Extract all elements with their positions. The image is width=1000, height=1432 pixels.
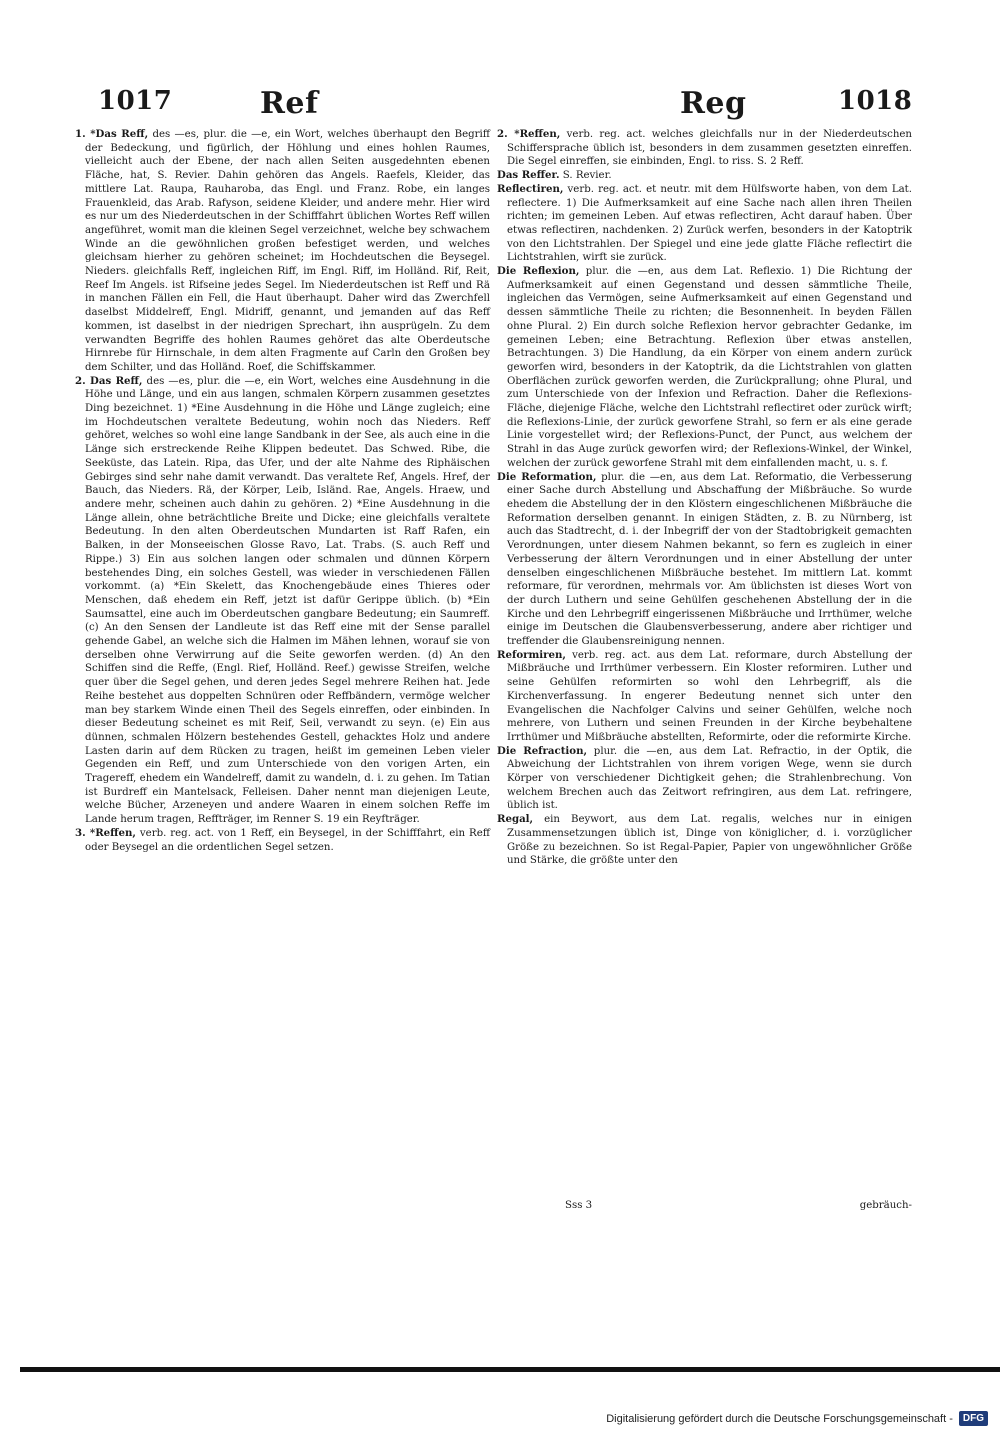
catchword: gebräuch- (859, 1200, 912, 1211)
entry-text: ein Beywort, aus dem Lat. regalis, welches nur in einigen Zusammensetzungen üblich ist, Dinge von königlicher, d. i. vorzüglicher Größe zu bezeichnen. So ist Regal-Papier, Papier von ungewöhnlicher Größe und Stärke, die größte unter den (507, 814, 912, 867)
entry-text: des —es, plur. die —e, ein Wort, welches eine Ausdehnung in die Höhe und Länge, und ein aus langen, schmalen Körpern zusammen gesetztes Ding bezeichnet. 1) *Eine Ausdehnung in die Höhe und Länge zugleich; eine im Hochdeutschen veraltete Bedeutung, wohin noch das Nieders. Reff gehöret, welches so wohl eine lange Sandbank in der See, als auch eine in die Länge sich erstreckende Reihe Klippen bedeutet. Das Schwed. Ribe, die Seeküste, das Latein. Ripa, das Ufer, und der alte Nahme des Riphäischen Gebirges sind sehr nahe damit verwandt. Das veraltete Ref, Angels. Href, der Bauch, das Nieders. Rä, der Körper, Leib, Isländ. Rae, Angels. Hraew, und andere mehr, scheinen auch dahin zu gehören. 2) *Eine Ausdehnung in die Länge allein, ohne beträchtliche Breite und Dicke; eine gleichfalls veraltete Bedeutung. In den alten Oberdeutschen Mundarten ist Raff Rafen, ein Balken, in der Monseeischen Glosse Ravo, Lat. Trabs. (S. auch Reff und Rippe.) 3) Ein aus solchen langen oder schmalen und dünnen Körpern bestehendes Ding, ein solches Gestell, was wieder in verschiedenen Fällen vorkommt. (a) *Ein Skelett, das Knochengebäude eines Thieres oder Menschen, daß ehedem ein Reff, jetzt ist dafür Gerippe üblich. (b) *Ein Saumsattel, eine auch im Oberdeutschen gangbare Bedeutung; ein Saumreff. (c) An den Sensen der Landleute ist das Reff eine mit der Sense parallel gehende Gabel, an welche sich die Halmen im Mähen lehnen, worauf sie von derselben ohne Verwirrung auf die Seite geworfen werden. (d) An den Schiffen sind die Reffe, (Engl. Rief, Holländ. Reef.) gewisse Streifen, welche quer über die Segel gehen, und deren jedes Segel mehrere Reihen hat. Jede Reihe bestehet aus doppelten Schnüren oder Reffbändern, vermöge welcher man bey starkem Winde einen Theil des Segels einreffen, oder einbinden. In dieser Bedeutung scheinet es mit Reif, Seil, verwandt zu seyn. (e) Ein aus dünnen, schmalen Hölzern bestehendes Gestell, gehacktes Holz und andere Lasten darin auf dem Rücken zu tragen, heißt im gemeinen Leben vieler Gegenden ein Reff, und zum Unterschiede von den vorigen Arten, ein Tragereff, ehedem ein Wandelreff, damit zu wandeln, d. i. zu gehen. Im Tatian ist Burdreff ein Mantelsack, Felleisen. Daher nennt man diejenigen Leute, welche Bücher, Arzeneyen und andere Waaren in einem solchen Reffe im Lande herum tragen, Reffträger, im Renner S. 19 ein Reyfträger. (85, 375, 490, 826)
entry-lemma: Regal, (497, 813, 534, 826)
entry-text: des —es, plur. die —e, ein Wort, welches überhaupt den Begriff der Bedeckung, und figürlich, der Höhlung und eines hohlen Raumes, vielleicht auch der Ebene, der nach allen Seiten ausgedehnten ebenen Fläche, hat, S. Revier. Dahin gehören das Angels. Raefels, Kleider, das mittlere Lat. Raupa, Rauharoba, das Engl. und Franz. Robe, ein langes Frauenkleid, das Arab. Rafyson, seidene Kleider, und andere mehr. Hier wird es nur um des Niederdeutschen in der Schifffahrt üblichen Wortes Reff willen angeführet, womit man die kleinen Segel verzeichnet, welche bey schwachem Winde an die gewöhnlichen großen befestiget werden, und welches gleichsam hierher zu gehören scheinet; im Hochdeutschen die Beysegel. Nieders. gleichfalls Reff, ingleichen Riff, im Engl. Riff, im Holländ. Rif, Reit, Reef Im Angels. ist Rifseine jedes Segel. Im Niederdeutschen ist Reff und Rä in manchen Fällen ein Fell, die Haut überhaupt. Daher wird das Zwerchfell daselbst Middelreff, Engl. Midriff, genannt, und jemanden auf das Reff kommen, ist daselbst in der niedrigen Sprechart, ihn ausprügeln. Zu dem verwandten Begriffe des hohlen Raumes gehöret das alte Oberdeutsche Hirnrebe für Hirnschale, in dem alten Fragmente auf Carln den Großen bey dem Schilter, und das Holländ. Roef, die Schiffskammer. (85, 129, 490, 373)
entry-lemma: Die Reformation, (497, 470, 597, 483)
dfg-logo: DFG (959, 1411, 988, 1426)
entry-text: verb. reg. act. von 1 Reff, ein Beysegel, in der Schifffahrt, ein Reff oder Beysegel an die ordentlichen Segel setzen. (85, 827, 490, 853)
entry-refraction (497, 745, 912, 814)
digitization-credit (606, 1411, 988, 1426)
page-header (70, 80, 913, 130)
credit-text: Digitalisierung gefördert durch die Deutsche Forschungsgemeinschaft - (606, 1412, 953, 1425)
entry-lemma: 3. *Reffen, (75, 826, 136, 839)
entry-regal (497, 813, 912, 868)
entry-text: plur. die —en, aus dem Lat. Reflexio. 1) Die Richtung der Aufmerksamkeit auf einen Gegenstand und dessen sämmtliche Theile, ingleichen das Vermögen, seine Aufmerksamkeit auf einen Gegenstand und dessen sämmtliche Theile zu richten; die Besonnenheit. In beyden Fällen ohne Plural. 2) Ein durch solche Reflexion hervor gebrachter Gedanke, im gemeinen Leben; eine Betrachtung. Reflexion über etwas anstellen, Betrachtungen. 3) Die Handlung, da ein Körper von einem andern zurück geworfen wird, besonders in der Katoptrik, da die Lichtstrahlen von glatten Oberflächen zurück geworfen werden, die Zurückprallung; ohne Plural, und zum Unterschiede von der Infexion und Refraction. Daher die Reflexions-Fläche, diejenige Fläche, welche den Lichtstrahl reflectiret oder zurück wirft; die Reflexions-Linie, der zurück geworfene Strahl, so fern er als eine gerade Linie vorgestellet wird; der Reflexions-Punct, der Punct, aus welchem der Strahl in das Auge zurück geworfen wird; der Reflexions-Winkel, der Winkel, welchen der zurück geworfene Strahl mit dem einfallenden macht, u. s. f. (507, 266, 912, 469)
entry-reflectiren (497, 183, 912, 265)
page-number-right: 1018 (838, 86, 913, 116)
signature-mark: Sss 3 (565, 1200, 593, 1211)
entry-reffen-2 (497, 128, 912, 169)
entry-lemma: 2. *Reffen, (497, 128, 561, 140)
entry-reffen-1 (75, 827, 490, 854)
entry-reformiren (497, 649, 912, 745)
entry-reff-1 (75, 128, 490, 375)
entry-lemma: Die Refraction, (497, 744, 588, 757)
entry-text: verb. reg. act. aus dem Lat. reformare, durch Abstellung der Mißbräuche und Irrthümer verbessern. Ein Kloster reformiren. Luther und seine Gehülfen reformirten so wohl den Lehrbegriff, als die Kirchenverfassung. In engerer Bedeutung nennet sich unter den Evangelischen die Nachfolger Calvins und seiner Gehülfen, welche noch mehrere, von Luthern und seinen Freunden in der Kirche beybehaltene Irrthümer und Mißbräuche abstellten, Reformirte, oder die reformirte Kirche. (507, 649, 912, 743)
entry-text: plur. die —en, aus dem Lat. Refractio, in der Optik, die Abweichung der Lichtstrahlen von ihrem vorigen Wege, wenn sie durch Körper von verschiedener Dichtigkeit gehen; die Strahlenbrechung. Von welchem Brechen auch das Zeitwort refringiren, aus dem Lat. refringere, üblich ist. (507, 745, 913, 812)
running-headword-left: Ref (260, 86, 319, 121)
entry-reffer (497, 169, 912, 183)
entry-lemma: Reflectiren, (497, 182, 564, 195)
entry-lemma: 2. Das Reff, (75, 374, 143, 387)
entry-reflexion (497, 265, 912, 471)
entry-reformation (497, 471, 912, 649)
entry-text: verb. reg. act. et neutr. mit dem Hülfsworte haben, von dem Lat. reflectere. 1) Die Aufmerksamkeit auf eine Sache nach allen ihren Theilen richten; im gemeinen Leben. Auf etwas reflectiren, Acht darauf haben. Über etwas reflectiren, nachdenken. 2) Zurück werfen, besonders in der Katoptrik von den Lichtstrahlen. Der Spiegel und eine jede glatte Fläche reflectirt die Lichtstrahlen, wirft sie zurück. (507, 183, 912, 264)
entry-text: plur. die —en, aus dem Lat. Reformatio, die Verbesserung einer Sache durch Abstellung und Abschaffung der Mißbräuche. So wurde ehedem die Abstellung der in den Klöstern eingeschlichenen Mißbräuche die Reformation derselben genannt. In einigen Städten, z. B. zu Nürnberg, ist auch das Stadtrecht, d. i. der Inbegriff der von der Stadtobrigkeit gemachten Verordnungen, unter diesem Nahmen bekannt, so fern es zugleich in einer Verbesserung der ältern Verordnungen und in einer Abstellung der unter denselben eingeschlichenen Mißbräuche bestehet. Im mittlern Lat. kommt reformare, für verordnen, mehrmals vor. Am üblichsten ist dieses Wort von der durch Luthern und seine Gehülfen geschehenen Abstellung der in die Kirche und den Lehrbegriff eingerissenen Mißbräuche und Irrthümer, welche einige im Deutschen die Glaubensverbesserung, andere aber richtiger und treffender die Glaubensreinigung nennen. (507, 471, 912, 648)
entry-lemma: Das Reffer. (497, 169, 560, 182)
scan-edge-bar (20, 1367, 1000, 1372)
page-number-left: 1017 (98, 86, 173, 116)
entry-lemma: 1. *Das Reff, (75, 128, 149, 140)
entry-reff-2 (75, 375, 490, 827)
left-column (75, 128, 490, 854)
entry-text: S. Revier. (562, 170, 612, 182)
entry-lemma: Reformiren, (497, 648, 566, 661)
entry-lemma: Die Reflexion, (497, 265, 580, 278)
entry-text: verb. reg. act. welches gleichfalls nur in der Niederdeutschen Schiffersprache üblich ist, besonders in dem zusammen gesetzten einreffen. Die Segel einreffen, sie einbinden, Engl. to riss. S. 2 Reff. (507, 129, 912, 168)
right-column (497, 128, 912, 868)
running-headword-right: Reg (680, 86, 747, 121)
